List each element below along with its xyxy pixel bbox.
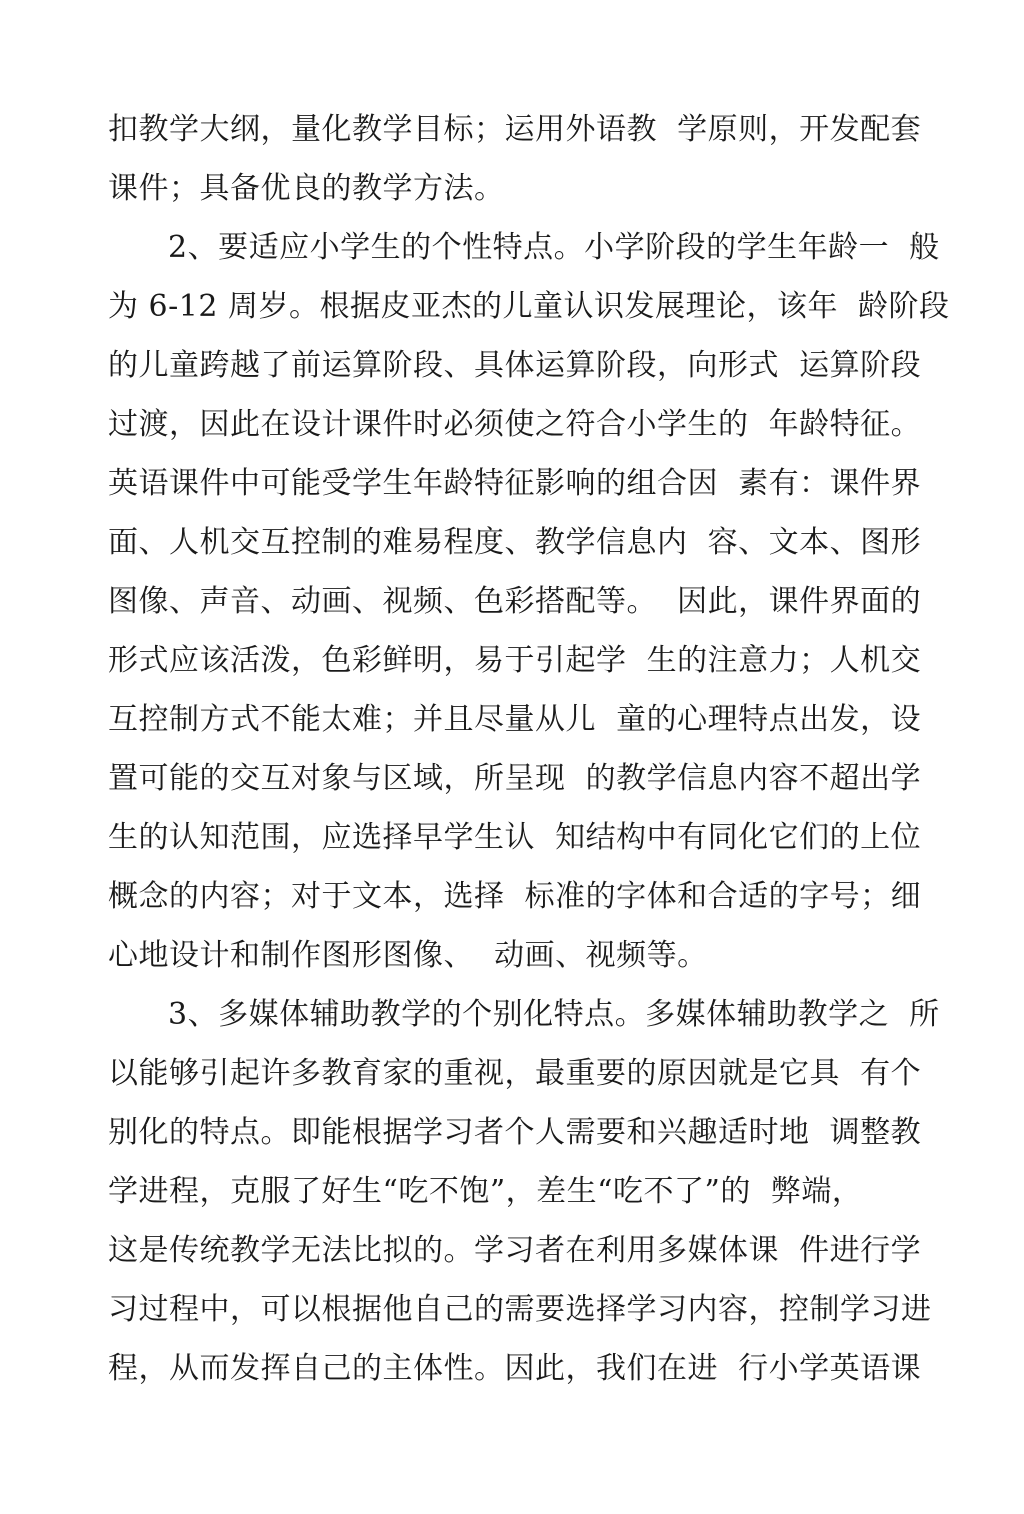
text-line: 概念的内容；对于文本，选择 标准的字体和合适的字号；细 <box>108 879 922 914</box>
text-line: 课件；具备优良的教学方法。 <box>108 171 505 206</box>
text-line: 英语课件中可能受学生年龄特征影响的组合因 素有：课件界 <box>108 466 922 501</box>
text-line: 面、人机交互控制的难易程度、教学信息内 容、文本、图形 <box>108 525 922 560</box>
text-line: 的儿童跨越了前运算阶段、具体运算阶段，向形式 运算阶段 <box>108 348 922 383</box>
paragraph-start-line: 2、要适应小学生的个性特点。小学阶段的学生年龄一 般 <box>168 230 940 265</box>
text-line: 生的认知范围，应选择早学生认 知结构中有同化它们的上位 <box>108 820 922 855</box>
text-line: 置可能的交互对象与区域，所呈现 的教学信息内容不超出学 <box>108 761 922 796</box>
text-line: 心地设计和制作图形图像、 动画、视频等。 <box>108 938 708 973</box>
text-line: 学进程，克服了好生“吃不饱”，差生“吃不了”的 弊端， <box>108 1174 863 1209</box>
text-line: 过渡，因此在设计课件时必须使之符合小学生的 年龄特征。 <box>108 407 922 442</box>
text-line: 形式应该活泼，色彩鲜明，易于引起学 生的注意力；人机交 <box>108 643 922 678</box>
text-line: 以能够引起许多教育家的重视，最重要的原因就是它具 有个 <box>108 1056 922 1091</box>
text-line: 图像、声音、动画、视频、色彩搭配等。 因此，课件界面的 <box>108 584 922 619</box>
text-line: 程，从而发挥自己的主体性。因此，我们在进 行小学英语课 <box>108 1351 922 1386</box>
text-line: 为 6-12 周岁。根据皮亚杰的儿童认识发展理论，该年 龄阶段 <box>108 289 950 324</box>
text-line: 互控制方式不能太难；并且尽量从儿 童的心理特点出发，设 <box>108 702 922 737</box>
body-text <box>108 100 950 1398</box>
text-line: 这是传统教学无法比拟的。学习者在利用多媒体课 件进行学 <box>108 1233 922 1268</box>
text-line: 习过程中，可以根据他自己的需要选择学习内容，控制学习进 <box>108 1292 932 1327</box>
text-line: 扣教学大纲，量化教学目标；运用外语教 学原则，开发配套 <box>108 112 922 147</box>
text-line: 别化的特点。即能根据学习者个人需要和兴趣适时地 调整教 <box>108 1115 922 1150</box>
paragraph-start-line: 3、多媒体辅助教学的个别化特点。多媒体辅助教学之 所 <box>168 997 940 1032</box>
